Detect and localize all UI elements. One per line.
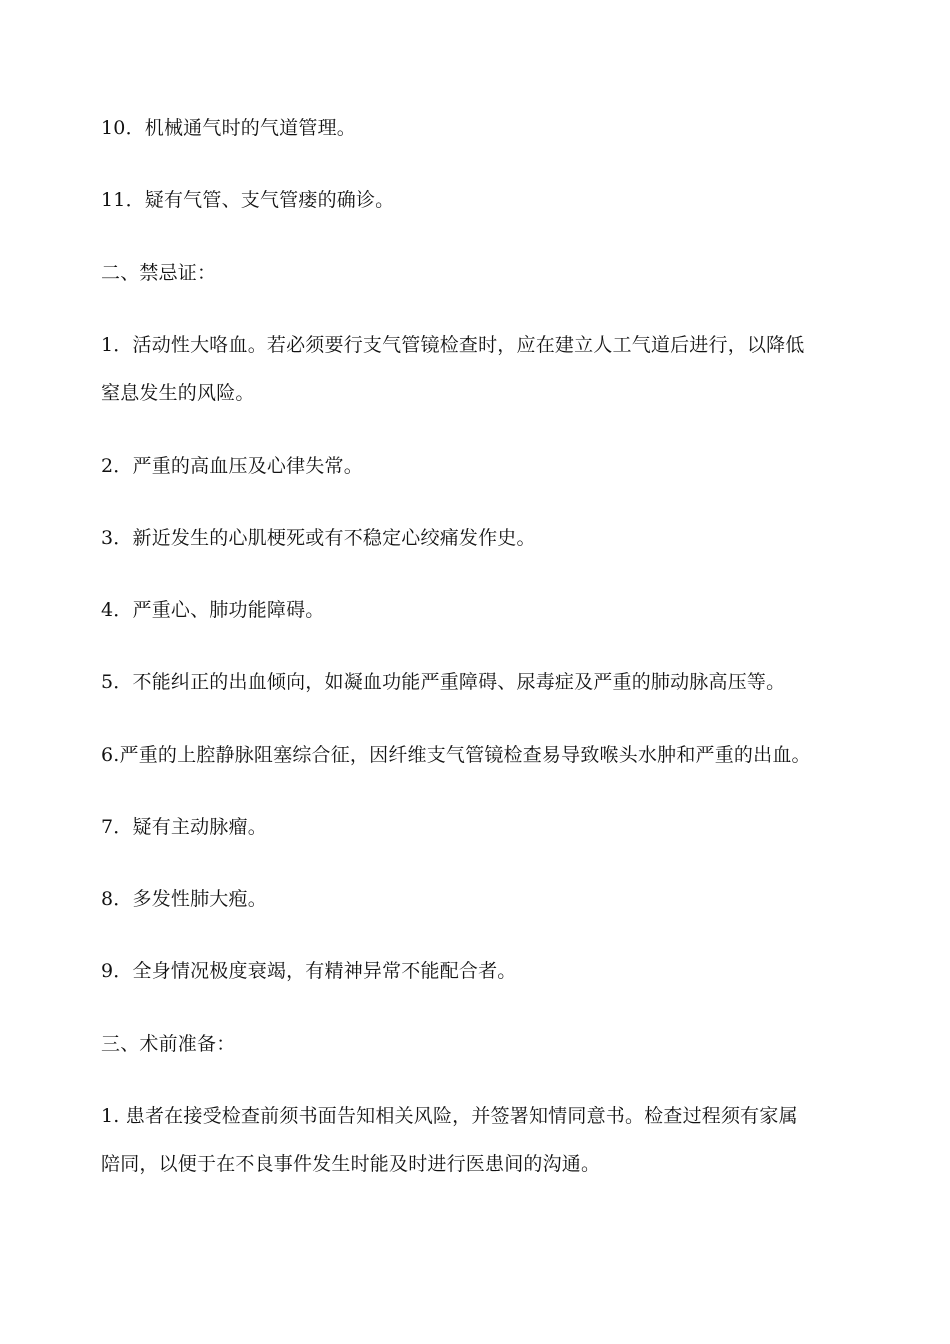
contraindication-item-7: 7．疑有主动脉瘤。 xyxy=(101,816,267,838)
contraindication-item-5: 5．不能纠正的出血倾向，如凝血功能严重障碍、尿毒症及严重的肺动脉高压等。 xyxy=(101,671,786,693)
preparation-item-1-line-1: 1. 患者在接受检查前须书面告知相关风险，并签署知情同意书。检查过程须有家属 xyxy=(101,1105,798,1127)
contraindication-item-9: 9．全身情况极度衰竭，有精神异常不能配合者。 xyxy=(101,960,517,982)
contraindication-item-4: 4．严重心、肺功能障碍。 xyxy=(101,599,325,621)
contraindication-item-3: 3．新近发生的心肌梗死或有不稳定心绞痛发作史。 xyxy=(101,527,536,549)
indication-item-10: 10．机械通气时的气道管理。 xyxy=(101,117,356,139)
preparation-item-1-line-2: 陪同，以便于在不良事件发生时能及时进行医患间的沟通。 xyxy=(101,1153,601,1175)
contraindication-item-2: 2．严重的高血压及心律失常。 xyxy=(101,455,363,477)
contraindication-item-8: 8．多发性肺大疱。 xyxy=(101,888,267,910)
section-heading-preparation: 三、术前准备： xyxy=(101,1033,236,1055)
contraindication-item-1-line-1: 1．活动性大咯血。若必须要行支气管镜检查时，应在建立人工气道后进行，以降低 xyxy=(101,334,805,356)
section-heading-contraindications: 二、禁忌证： xyxy=(101,262,217,284)
contraindication-item-1-line-2: 窒息发生的风险。 xyxy=(101,382,255,404)
indication-item-11: 11．疑有气管、支气管瘘的确诊。 xyxy=(101,189,395,211)
contraindication-item-6: 6.严重的上腔静脉阻塞综合征，因纤维支气管镜检查易导致喉头水肿和严重的出血。 xyxy=(101,744,811,766)
